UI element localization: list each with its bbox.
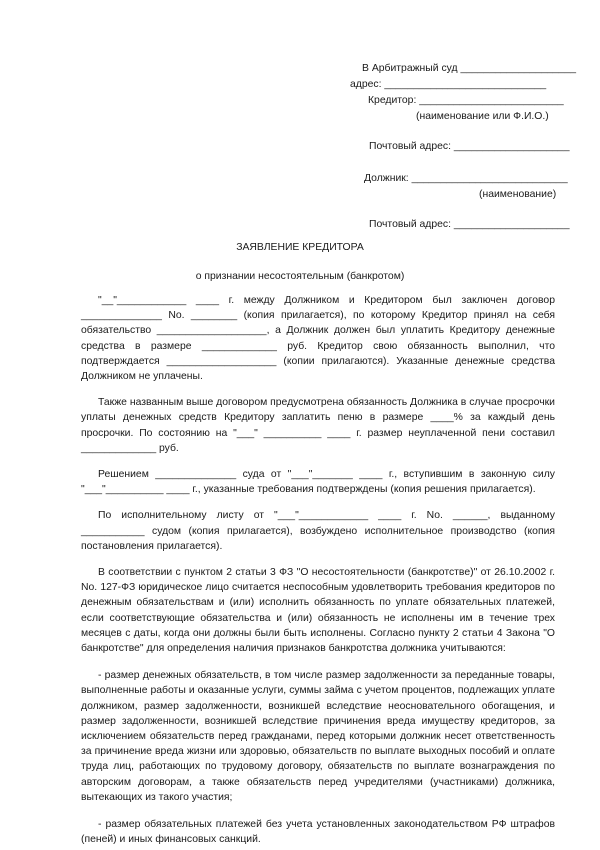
creditor-postal-address: Почтовый адрес: ____________________: [369, 141, 570, 152]
paragraph-mandatory-payments: - размер обязательных платежей без учета установленных законодательством РФ штрафов (пеней) и иных финансовых санкций.: [81, 819, 555, 846]
paragraph-writ-of-execution: По исполнительному листу от "___"____________ ____ г. No. ______, выданному ___________ судом (копия прилагается), возбуждено исполнительное производство (копия постановления прилагается).: [81, 510, 555, 552]
creditor-line: Кредитор: _________________________: [368, 95, 564, 106]
creditor-hint: (наименование или Ф.И.О.): [416, 111, 549, 122]
debtor-postal-address: Почтовый адрес: ____________________: [369, 219, 570, 230]
paragraph-court-decision: Решением ______________ суда от "___"_______ ____ г., вступившим в законную силу "___"__________ ____ г., указанные требования подтверждены (копия решения прилагается).: [81, 469, 555, 496]
court-line: В Арбитражный суд ____________________: [362, 63, 577, 74]
document-body: [81, 293, 555, 848]
paragraph-law-reference: В соответствии с пунктом 2 статьи 3 ФЗ "О несостоятельности (банкротстве)" от 26.10.2002 г. No. 127-ФЗ юридическое лицо считается неспособным удовлетворить требования кредиторов по денежным обязательствам и (или) исполнить обязанность по уплате обязательных платежей, если соответствующие обязательства и (или) обязанность не исполнены им в течение трех месяцев с даты, когда они должны были быть исполнены. Согласно пункту 2 статьи 4 Закона "О банкротстве" для определения наличия признаков банкротства должника учитываются:: [81, 567, 555, 655]
debtor-line: Должник: ___________________________: [364, 173, 568, 184]
paragraph-contract: "__"____________ ____ г. между Должником и Кредитором был заключен договор ______________ No. ________ (копия прилагается), по которому Кредитор принял на себя обязательство ___________________, а Должник должен был уплатить Кредитору денежные средства в размере _____________ руб. Кредитор свою обязанность выполнил, что подтверждается ___________________ (копии прилагаются). Указанные денежные средства Должником не уплачены.: [81, 295, 555, 383]
paragraph-penalty: Также названным выше договором предусмотрена обязанность Должника в случае просрочки уплаты денежных средств Кредитору заплатить пеню в размере ____% за каждый день просрочки. По состоянию на "___" __________ ____ г. размер неуплаченной пени составил _____________ руб.: [81, 397, 555, 454]
debtor-hint: (наименование): [479, 189, 557, 200]
court-address: адрес: ____________________________: [350, 79, 547, 90]
paragraph-monetary-obligations: - размер денежных обязательств, в том числе размер задолженности за переданные товары, выполненные работы и оказанные услуги, суммы займа с учетом процентов, подлежащих уплате должником, размер задолженности, возникшей вследствие неосновательного обогащения, и размер задолженности, возникшей вследствие причинения вреда имуществу кредиторов, за исключением обязательств перед гражданами, перед которыми должник несет ответственность за причинение вреда жизни или здоровью, обязательств по выплате выходных пособий и оплате труда лиц, работающих по трудовому договору, обязательств по выплате вознаграждения по авторским договорам, а также обязательств перед учредителями (участниками) должника, вытекающих из такого участия;: [81, 670, 555, 803]
document-subtitle: о признании несостоятельным (банкротом): [195, 271, 405, 282]
document-title: ЗАЯВЛЕНИЕ КРЕДИТОРА: [236, 242, 364, 253]
